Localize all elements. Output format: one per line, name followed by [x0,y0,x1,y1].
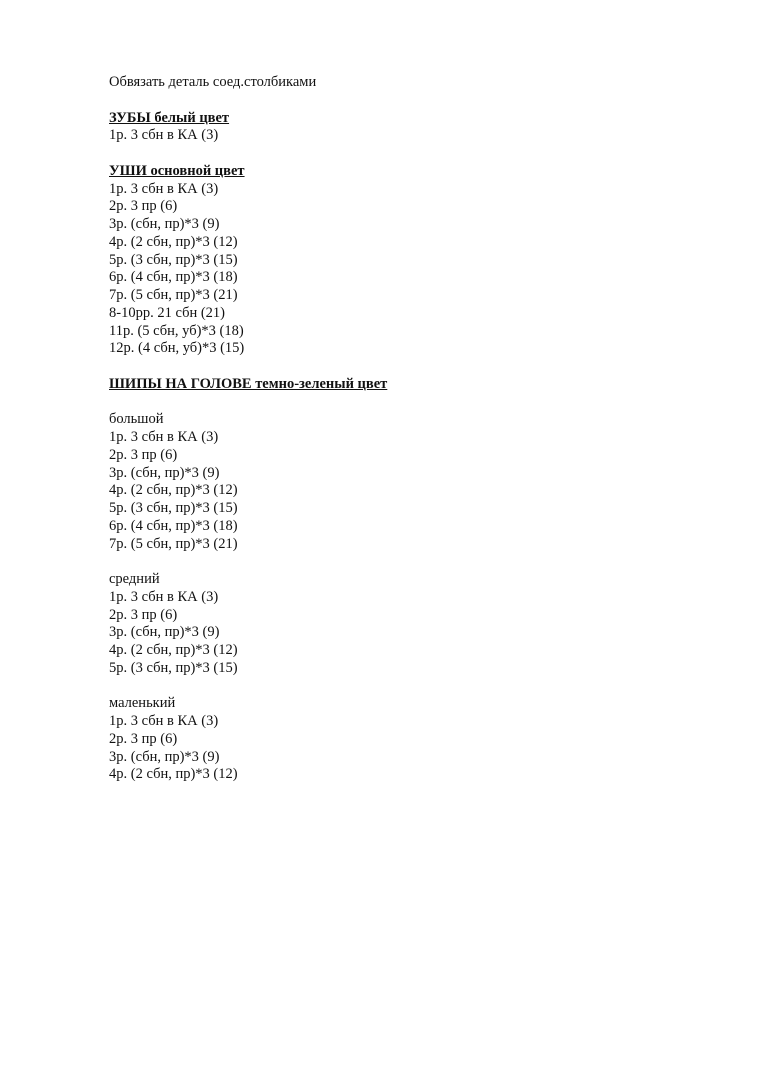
spikes-small-row: 2р. 3 пр (6) [109,730,178,747]
spikes-heading: ШИПЫ НА ГОЛОВЕ темно-зеленый цвет [109,375,388,392]
ears-row: 4р. (2 сбн, пр)*3 (12) [109,233,238,250]
teeth-row: 1р. 3 сбн в КА (3) [109,127,219,144]
spikes-small [109,695,729,784]
spacer [109,394,729,412]
spikes-large [109,411,729,553]
teeth-heading: ЗУБЫ белый цвет [109,109,230,126]
spikes-small-row: 1р. 3 сбн в КА (3) [109,713,219,729]
ears-row: 12р. (4 сбн, уб)*3 (15) [109,340,245,357]
spikes-medium-label: средний [109,571,160,587]
spikes-medium-row: 4р. (2 сбн, пр)*3 (12) [109,642,238,658]
ears-row: 8-10рр. 21 сбн (21) [109,304,225,321]
spacer [109,678,729,696]
ears-row: 6р. (4 сбн, пр)*3 (18) [109,269,238,286]
spikes-large-row: 4р. (2 сбн, пр)*3 (12) [109,482,238,499]
document-page [109,74,729,784]
ears-row: 5р. (3 сбн, пр)*3 (15) [109,251,238,268]
teeth-section [109,110,729,146]
spikes-medium-row: 3р. (сбн, пр)*3 (9) [109,624,220,641]
ears-row: 2р. 3 пр (6) [109,198,178,215]
spacer [109,358,729,376]
spikes-large-label: большой [109,411,164,428]
spikes-medium-row: 2р. 3 пр (6) [109,606,178,623]
intro-text: Обвязать деталь соед.столбиками [109,74,317,90]
spikes-small-row: 3р. (сбн, пр)*3 (9) [109,748,220,765]
ears-row: 11р. (5 сбн, уб)*3 (18) [109,322,244,339]
ears-row: 7р. (5 сбн, пр)*3 (21) [109,287,238,303]
spikes-large-row: 5р. (3 сбн, пр)*3 (15) [109,500,238,516]
spikes-medium-row: 5р. (3 сбн, пр)*3 (15) [109,659,238,676]
spikes-small-row: 4р. (2 сбн, пр)*3 (12) [109,766,238,783]
spikes-large-row: 7р. (5 сбн, пр)*3 (21) [109,535,238,552]
ears-row: 1р. 3 сбн в КА (3) [109,180,219,197]
spikes-large-row: 1р. 3 сбн в КА (3) [109,429,219,445]
ears-row: 3р. (сбн, пр)*3 (9) [109,216,220,232]
ears-heading: УШИ основной цвет [109,162,245,179]
ears-section [109,163,729,358]
spikes-large-row: 3р. (сбн, пр)*3 (9) [109,464,220,481]
spikes-large-row: 6р. (4 сбн, пр)*3 (18) [109,517,238,534]
spacer [109,145,729,163]
spikes-section [109,376,729,784]
spikes-large-row: 2р. 3 пр (6) [109,446,178,463]
spacer [109,553,729,571]
spikes-small-label: маленький [109,695,176,712]
spacer [109,92,729,110]
spikes-medium [109,571,729,678]
spikes-medium-row: 1р. 3 сбн в КА (3) [109,588,219,605]
